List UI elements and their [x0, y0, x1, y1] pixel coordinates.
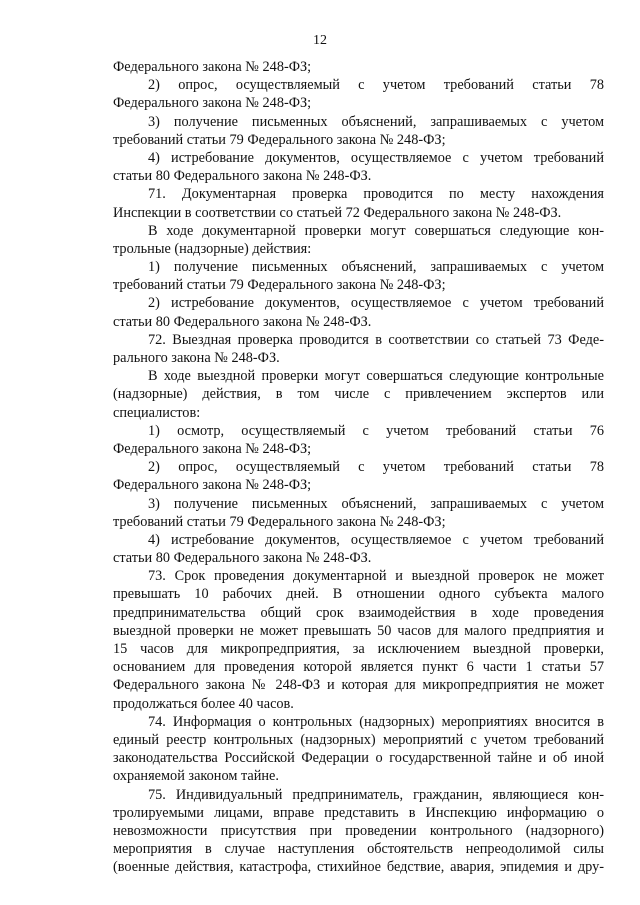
- text-line: требований статьи 79 Федерального закона № 248-ФЗ;: [113, 131, 446, 148]
- text-line: Федерального закона № 248-ФЗ;: [113, 477, 312, 494]
- text-line: статьи 80 Федерального закона № 248-ФЗ.: [113, 550, 372, 567]
- text-line: статьи 80 Федерального закона № 248-ФЗ.: [113, 313, 372, 330]
- text-line: 71. Документарная проверка проводится по месту нахождения: [148, 186, 604, 203]
- text-line: 3) получение письменных объяснений, запрашиваемых с учетом: [148, 113, 604, 130]
- text-line: 2) истребование документов, осуществляемое с учетом требований: [148, 295, 604, 312]
- text-line: основанием для проведения которой является пункт 6 части 1 статьи 57: [113, 659, 604, 676]
- text-line: (надзорные) действия, в том числе с привлечением экспертов или: [113, 386, 604, 403]
- text-line: Федерального закона № 248-ФЗ;: [113, 59, 312, 75]
- text-line: Федерального закона № 248-ФЗ;: [113, 440, 312, 457]
- text-line: 72. Выездная проверка проводится в соответствии со статьей 73 Феде-: [148, 331, 604, 348]
- text-line: трольные (надзорные) действия:: [113, 240, 312, 257]
- text-line: мероприятия в случае наступления обстоятельств непреодолимой силы: [113, 841, 604, 858]
- text-line: специалистов:: [113, 404, 201, 421]
- text-line: единый реестр контрольных (надзорных) мероприятий с учетом требований: [113, 731, 604, 748]
- page-number: 12: [313, 33, 327, 48]
- text-line: охраняемой законом тайне.: [113, 768, 279, 785]
- text-line: 2) опрос, осуществляемый с учетом требований статьи 78: [148, 459, 604, 476]
- text-line: 73. Срок проведения документарной и выездной проверок не может: [148, 568, 604, 585]
- text-line: В ходе выездной проверки могут совершаться следующие контрольные: [148, 368, 604, 385]
- text-line: продолжаться более 40 часов.: [113, 695, 294, 712]
- text-line: 1) получение письменных объяснений, запрашиваемых с учетом: [148, 259, 604, 276]
- text-line: 74. Информация о контрольных (надзорных) мероприятиях вносится в: [148, 713, 604, 730]
- text-line: невозможности присутствия при проведении контрольного (надзорного): [113, 822, 604, 839]
- text-line: 1) осмотр, осуществляемый с учетом требований статьи 76: [148, 422, 604, 439]
- text-line: 2) опрос, осуществляемый с учетом требований статьи 78: [148, 77, 604, 94]
- text-line: статьи 80 Федерального закона № 248-ФЗ.: [113, 168, 372, 185]
- text-line: Федерального закона № 248-ФЗ и которая для микропредприятия не может: [113, 677, 604, 694]
- text-line: 75. Индивидуальный предприниматель, гражданин, являющиеся кон-: [148, 786, 604, 803]
- text-line: 4) истребование документов, осуществляемое с учетом требований: [148, 149, 604, 166]
- text-line: 3) получение письменных объяснений, запрашиваемых с учетом: [148, 495, 604, 512]
- text-line: Федерального закона № 248-ФЗ;: [113, 95, 312, 112]
- text-line: предпринимательства общий срок взаимодействия в ходе проведения: [113, 604, 604, 621]
- text-line: (военные действия, катастрофа, стихийное бедствие, авария, эпидемия и дру-: [113, 859, 604, 876]
- text-line: В ходе документарной проверки могут совершаться следующие кон-: [148, 222, 604, 239]
- text-line: требований статьи 79 Федерального закона № 248-ФЗ;: [113, 277, 446, 294]
- text-line: 4) истребование документов, осуществляемое с учетом требований: [148, 531, 604, 548]
- text-line: выездной проверки не может превышать 50 часов для малого предприятия и: [113, 622, 604, 639]
- text-line: 15 часов для микропредприятия, за исключением выездной проверки,: [113, 641, 604, 657]
- text-line: законодательства Российской Федерации о государственной тайне и об иной: [113, 750, 604, 767]
- text-line: тролируемыми лицами, вправе представить в Инспекцию информацию о: [113, 804, 604, 821]
- text-line: Инспекции в соответствии со статьей 72 Федерального закона № 248-ФЗ.: [113, 204, 562, 221]
- document-body: [113, 58, 604, 876]
- text-line: превышать 10 рабочих дней. В отношении одного субъекта малого: [113, 586, 604, 603]
- text-line: требований статьи 79 Федерального закона № 248-ФЗ;: [113, 513, 446, 530]
- text-line: рального закона № 248-ФЗ.: [113, 350, 280, 366]
